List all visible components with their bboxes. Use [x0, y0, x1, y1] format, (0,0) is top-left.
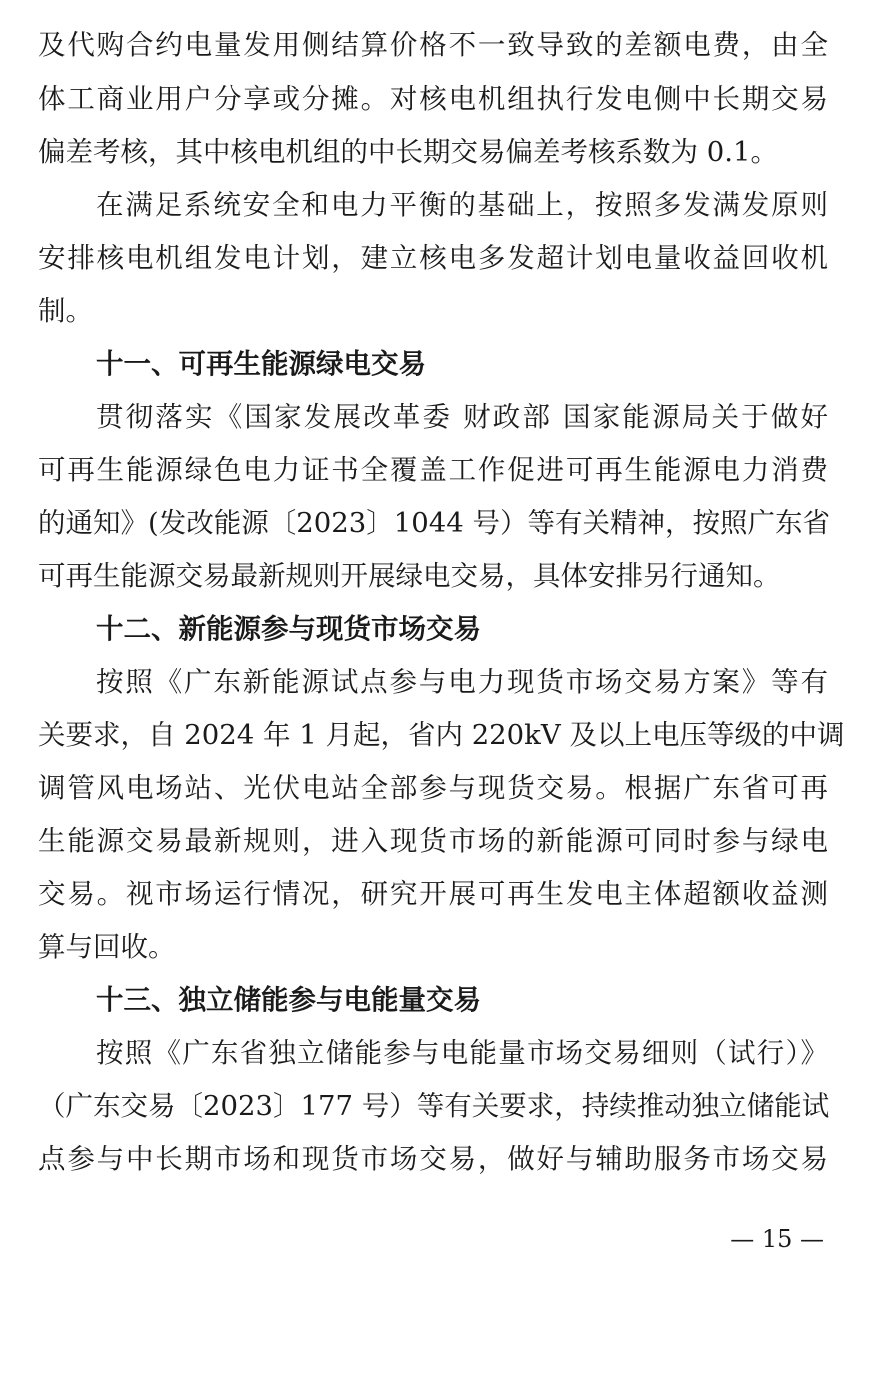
paragraph-line: 偏差考核，其中核电机组的中长期交易偏差考核系数为 0.1。 [38, 136, 778, 168]
paragraph-line: 按照《广东省独立储能参与电能量市场交易细则（试行）》 [96, 1037, 828, 1069]
paragraph-line: 安排核电机组发电计划，建立核电多发超计划电量收益回收机 [38, 242, 828, 274]
paragraph-line: 可再生能源绿色电力证书全覆盖工作促进可再生能源电力消费 [38, 454, 828, 486]
paragraph-line: 及代购合约电量发用侧结算价格不一致导致的差额电费，由全 [38, 29, 828, 61]
paragraph-line: 的通知》(发改能源〔2023〕1044 号）等有关精神，按照广东省 [38, 507, 830, 539]
paragraph-line: 调管风电场站、光伏电站全部参与现货交易。根据广东省可再 [38, 772, 828, 804]
paragraph-line: 体工商业用户分享或分摊。对核电机组执行发电侧中长期交易 [38, 83, 828, 115]
paragraph-line: 点参与中长期市场和现货市场交易，做好与辅助服务市场交易 [38, 1143, 828, 1175]
paragraph-line: 生能源交易最新规则，进入现货市场的新能源可同时参与绿电 [38, 825, 828, 857]
paragraph-line: 按照《广东新能源试点参与电力现货市场交易方案》等有 [96, 666, 828, 698]
paragraph-line: （广东交易〔2023〕177 号）等有关要求，持续推动独立储能试 [38, 1090, 830, 1122]
paragraph-line: 可再生能源交易最新规则开展绿电交易，具体安排另行通知。 [38, 560, 781, 592]
section-heading: 十三、独立储能参与电能量交易 [96, 984, 481, 1016]
section-heading: 十一、可再生能源绿电交易 [96, 348, 426, 380]
document-page [38, 0, 845, 1373]
paragraph-line: 交易。视市场运行情况，研究开展可再生发电主体超额收益测 [38, 878, 828, 910]
section-heading: 十二、新能源参与现货市场交易 [96, 613, 481, 645]
paragraph-line: 制。 [38, 295, 93, 327]
paragraph-line: 算与回收。 [38, 931, 176, 963]
paragraph-line: 在满足系统安全和电力平衡的基础上，按照多发满发原则 [96, 189, 828, 221]
page-number: — 15 — [730, 1225, 824, 1253]
paragraph-line: 贯彻落实《国家发展改革委 财政部 国家能源局关于做好 [96, 401, 828, 433]
paragraph-line: 关要求，自 2024 年 1 月起，省内 220kV 及以上电压等级的中调 [38, 719, 845, 751]
